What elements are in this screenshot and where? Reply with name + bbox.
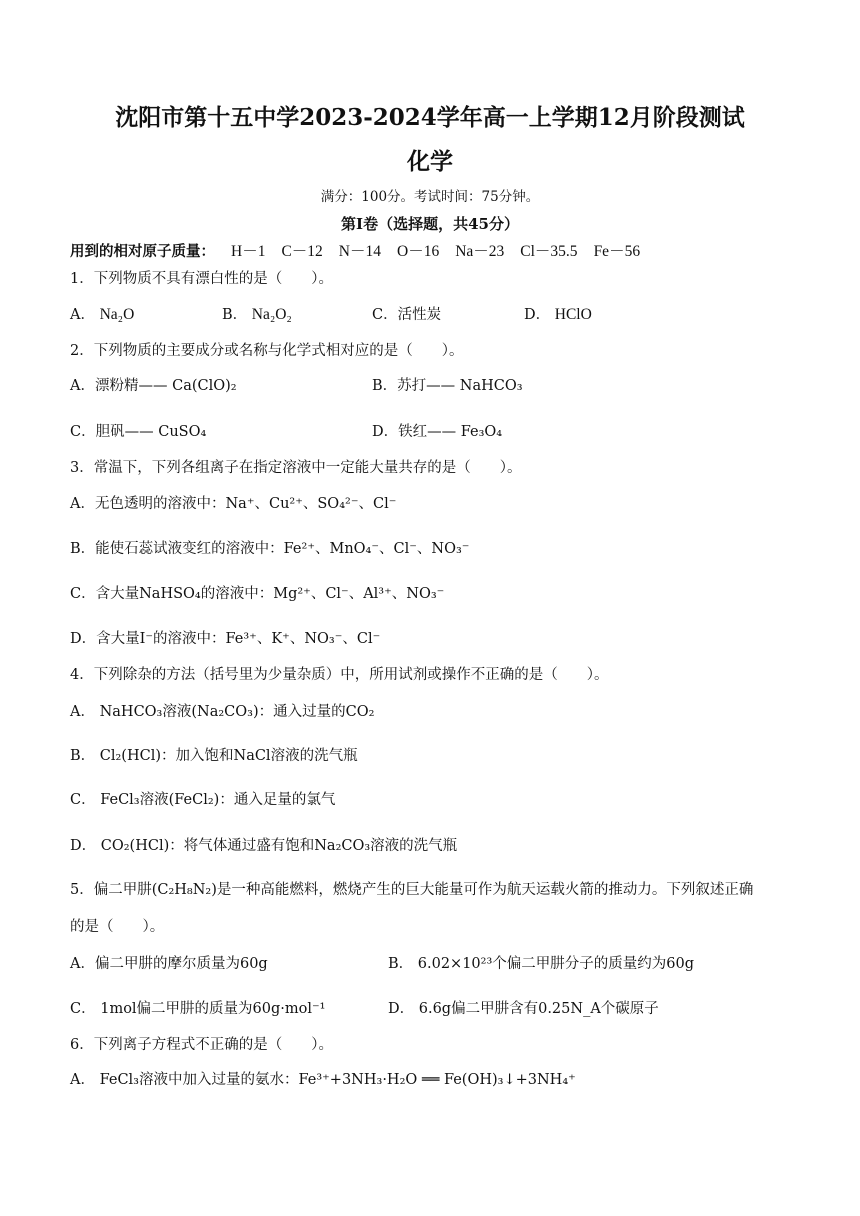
option-letter: A．	[70, 496, 95, 512]
atomic-mass-label: 用到的相对原子质量：	[70, 243, 215, 260]
option-text: Cl₂(HCl)：加入饱和NaCl溶液的洗气瓶	[99, 748, 358, 764]
option-letter: A．	[70, 307, 95, 323]
q3-option-a[interactable]	[70, 494, 396, 514]
q2-option-c[interactable]	[70, 422, 206, 442]
option-letter: A．	[70, 378, 95, 394]
option-text: 含大量NaHSO₄的溶液中：Mg²⁺、Cl⁻、Al³⁺、NO₃⁻	[95, 586, 445, 602]
q4-option-d[interactable]	[70, 836, 457, 856]
option-text: FeCl₃溶液(FeCl₂)：通入足量的氯气	[100, 792, 336, 808]
q4-option-b[interactable]	[70, 746, 358, 766]
question-5-stem: 5．偏二甲肼(C₂H₈N₂)是一种高能燃料，燃烧产生的巨大能量可作为航天运载火箭的推动力。下列叙述正确	[70, 882, 754, 898]
q5-option-b[interactable]	[388, 954, 694, 974]
option-letter: D．	[70, 838, 97, 854]
option-text: 漂粉精—— Ca(ClO)₂	[94, 378, 237, 394]
q2-option-d[interactable]	[372, 422, 502, 442]
mass-item: Fe－56	[593, 243, 641, 260]
q1-option-b[interactable]	[222, 305, 292, 325]
mass-item: C－12	[281, 243, 323, 260]
option-letter: D．	[70, 631, 97, 647]
option-text: 苏打—— NaHCO₃	[397, 378, 523, 394]
option-text: FeCl₃溶液中加入过量的氨水：Fe³⁺+3NH₃·H₂O ══ Fe(OH)₃↓+3NH₄⁺	[99, 1072, 576, 1088]
option-text: Na₂O₂	[251, 306, 292, 323]
option-letter: A．	[70, 704, 95, 720]
option-text: HClO	[554, 306, 592, 323]
option-letter: D．	[372, 424, 399, 440]
exam-title: 沈阳市第十五中学2023-2024学年高一上学期12月阶段测试	[115, 104, 745, 131]
option-letter: B．	[222, 307, 248, 323]
question-1-stem: 1．下列物质不具有漂白性的是（ ）。	[70, 271, 333, 287]
option-letter: C．	[70, 1001, 96, 1017]
mass-item: Na－23	[455, 243, 505, 260]
option-text: Na₂O	[99, 306, 135, 323]
option-text: 偏二甲肼的摩尔质量为60g	[94, 956, 268, 972]
option-letter: C．	[70, 424, 96, 440]
option-letter: B．	[70, 541, 96, 557]
mass-item: Cl－35.5	[520, 243, 578, 260]
option-text: NaHCO₃溶液(Na₂CO₃)：通入过量的CO₂	[99, 704, 375, 720]
q3-option-d[interactable]	[70, 629, 380, 649]
option-text: 无色透明的溶液中：Na⁺、Cu²⁺、SO₄²⁻、Cl⁻	[94, 496, 397, 512]
mass-item: N－14	[338, 243, 381, 260]
option-text: 1mol偏二甲肼的质量为60g·mol⁻¹	[100, 1001, 326, 1017]
option-letter: B．	[372, 378, 398, 394]
option-letter: A．	[70, 1072, 95, 1088]
q5-option-d[interactable]	[388, 999, 659, 1019]
question-4-stem: 4．下列除杂的方法（括号里为少量杂质）中，所用试剂或操作不正确的是（ ）。	[70, 667, 609, 683]
q4-option-a[interactable]	[70, 702, 374, 722]
q1-option-d[interactable]	[524, 305, 592, 325]
option-letter: B．	[70, 748, 96, 764]
option-text: CO₂(HCl)：将气体通过盛有饱和Na₂CO₃溶液的洗气瓶	[100, 838, 458, 854]
option-text: 活性炭	[397, 307, 442, 323]
mass-item: O－16	[397, 243, 440, 260]
question-6-stem: 6．下列离子方程式不正确的是（ ）。	[70, 1037, 333, 1053]
atomic-mass-line	[70, 242, 640, 262]
q1-option-a[interactable]	[70, 305, 134, 325]
question-5-stem-cont: 的是（ ）。	[70, 919, 165, 935]
option-letter: B．	[388, 956, 414, 972]
question-2-stem: 2．下列物质的主要成分或名称与化学式相对应的是（ ）。	[70, 343, 464, 359]
option-letter: A．	[70, 956, 95, 972]
option-text: 6.6g偏二甲肼含有0.25N_A个碳原子	[418, 1001, 659, 1017]
q3-option-b[interactable]	[70, 539, 469, 559]
q5-option-c[interactable]	[70, 999, 326, 1019]
option-letter: C．	[372, 307, 398, 323]
q6-option-a[interactable]	[70, 1070, 576, 1090]
section-heading: 第Ⅰ卷（选择题，共45分）	[341, 215, 519, 233]
option-text: 铁红—— Fe₃O₄	[398, 424, 503, 440]
option-text: 胆矾—— CuSO₄	[95, 424, 207, 440]
exam-info: 满分：100分。考试时间：75分钟。	[320, 189, 540, 205]
option-text: 能使石蕊试液变红的溶液中：Fe²⁺、MnO₄⁻、Cl⁻、NO₃⁻	[95, 541, 470, 557]
q5-option-a[interactable]	[70, 954, 268, 974]
option-letter: C．	[70, 586, 96, 602]
q1-option-c[interactable]	[372, 305, 441, 325]
mass-item: H－1	[231, 243, 266, 260]
option-letter: D．	[388, 1001, 415, 1017]
option-text: 含大量I⁻的溶液中：Fe³⁺、K⁺、NO₃⁻、Cl⁻	[96, 631, 381, 647]
q3-option-c[interactable]	[70, 584, 444, 604]
option-letter: C．	[70, 792, 96, 808]
q2-option-b[interactable]	[372, 376, 523, 396]
option-letter: D．	[524, 307, 551, 323]
q4-option-c[interactable]	[70, 790, 335, 810]
exam-subject: 化学	[407, 148, 453, 175]
option-text: 6.02×10²³个偏二甲肼分子的质量约为60g	[417, 956, 695, 972]
question-3-stem: 3．常温下，下列各组离子在指定溶液中一定能大量共存的是（ ）。	[70, 460, 522, 476]
q2-option-a[interactable]	[70, 376, 237, 396]
